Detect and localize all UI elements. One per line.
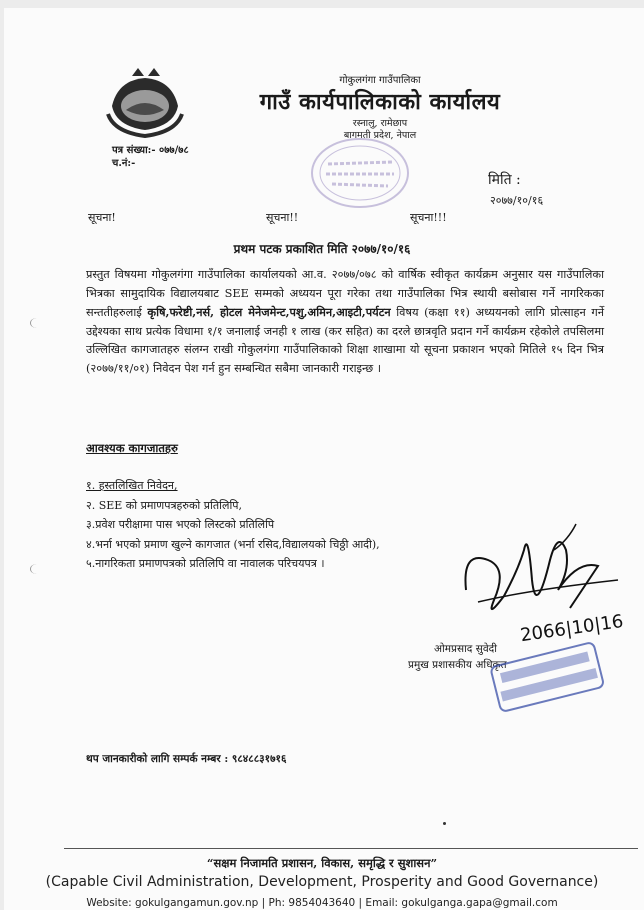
requirements-heading: आवश्यक कागजातहरु: [86, 441, 178, 455]
footer-slogan: “सक्षम निजामति प्रशासन, विकास, समृद्धि र सुशासन”: [206, 856, 438, 870]
notice-label-1: सूचना!: [88, 211, 116, 224]
footer-contact-info: Website: gokulgangamun.gov.np | Ph: 9854043640 | Email: gokulganga.gapa@gmail.com: [86, 897, 558, 909]
requirement-item: ३.प्रवेश परीक्षामा पास भएको लिस्टको प्रतिलिपि: [86, 518, 275, 531]
footer-slogan-english: (Capable Civil Administration, Development, Prosperity and Good Governance): [45, 874, 599, 890]
dispatch-number: च.नं:-: [112, 158, 136, 169]
footer-divider: [64, 848, 638, 849]
signatory-name: ओमप्रसाद सुवेदी: [434, 643, 497, 655]
stray-mark: [443, 822, 446, 825]
signatory-title: प्रमुख प्रशासकीय अधिकृत: [408, 659, 507, 671]
notice-label-3: सूचना!!!: [410, 211, 447, 224]
notice-body: [86, 266, 604, 379]
date-label: मिति :: [488, 172, 521, 188]
publication-date: प्रथम पटक प्रकाशित मिति २०७७/१०/१६: [233, 242, 411, 256]
punch-hole-mark: [30, 564, 43, 574]
date-value: २०७७/१०/१६: [490, 194, 544, 207]
contact-line: थप जानकारीको लागि सम्पर्क नम्बर : ९८४८८३१७१६: [86, 753, 287, 765]
address-line-2: बागमती प्रदेश, नेपाल: [343, 130, 417, 141]
requirement-item: ५.नागरिकता प्रमाणपत्रको प्रतिलिपि वा नावालक परिचयपत्र ।: [86, 557, 325, 570]
handwritten-signature: [458, 520, 628, 642]
requirement-item: २. SEE को प्रमाणपत्रहरुको प्रतिलिपि,: [86, 498, 243, 512]
letter-number: पत्र संख्या:- ०७७/७८: [112, 145, 189, 156]
punch-hole-mark: [30, 318, 43, 328]
requirement-item: १. हस्तलिखित निवेदन,: [86, 479, 178, 492]
subject-list: कृषि,फरेष्टी,नर्स, होटल मेनेजमेन्ट,पशु,अमिन,आइटी,पर्यटन: [147, 305, 391, 320]
office-seal: [308, 134, 412, 212]
body-paragraph-end: विषय (कक्षा ११) अध्ययनको लागि प्रोत्साहन गर्ने उद्देश्यका साथ प्रत्येक विधामा १/१ जनालाई जनही १ लाख (कर सहित) का दरले छात्रवृति प्रदान गर्ने कार्यक्रम रहेकोले तपसिलमा उल्लिखित कागजातहरु संलग्न राखी गोकुलगंगा गाउँपालिकाको शिक्षा शाखामा यो सूचना प्रकाशन भएको मितिले १५ दिन भित्र (२०७७/११/०१) निवेदन पेश गर्न हुन सम्बन्धित सबैमा जानकारी गराइन्छ ।: [86, 306, 605, 375]
notice-label-2: सूचना!!: [266, 211, 299, 224]
requirement-item: ४.भर्ना भएको प्रमाण खुल्ने कागजात (भर्ना रसिद,विद्यालयको चिठ्ठी आदी),: [86, 537, 380, 551]
requirements-list: [86, 476, 380, 574]
reference-block: [112, 144, 189, 170]
body-paragraph-start: प्रस्तुत विषयमा गोकुलगंगा गाउँपालिका कार्यालयको आ.व. २०७७/०७८ को वार्षिक स्वीकृत कार्यक्रम अनुसार यस गाउँपालिका भित्रका सामुदायिक विद्यालयबाट SEE सम्मको अध्ययन पूरा गरेका तथा गाउँपालिका भित्र स्थायी बसोबास गर्ने नागरिकका सन्ततीहरुलाई: [86, 268, 604, 320]
signatory-stamp: [488, 638, 606, 714]
address-line-1: रस्नालु, रामेछाप: [352, 118, 408, 129]
office-title: गाउँ कार्यपालिकाको कार्यालय: [259, 89, 501, 115]
municipality-name: गोकुलगंगा गाउँपालिका: [339, 75, 421, 86]
svg-text:2066|10|16: 2066|10|16: [518, 610, 625, 642]
